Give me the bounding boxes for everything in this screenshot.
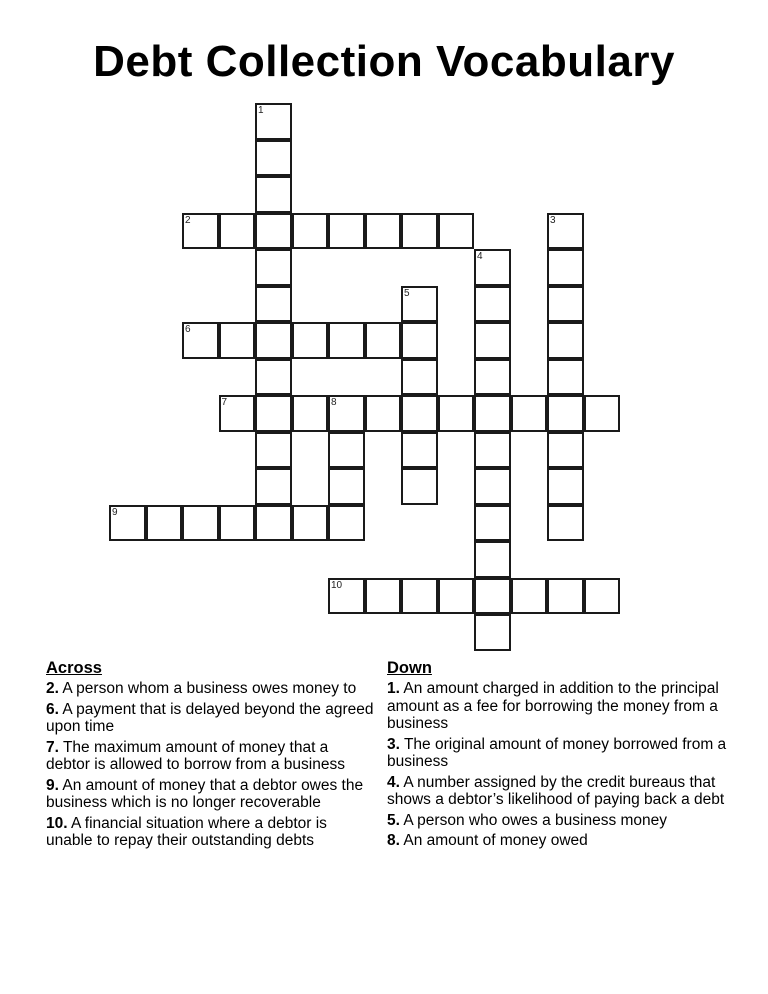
grid-cell[interactable] <box>474 249 511 286</box>
grid-cell[interactable] <box>328 395 365 432</box>
grid-cell[interactable] <box>219 322 256 359</box>
clue-number: 7 <box>221 397 228 408</box>
grid-cell[interactable] <box>584 578 621 615</box>
grid-cell[interactable] <box>255 432 292 469</box>
grid-cell[interactable] <box>255 468 292 505</box>
grid-cell[interactable] <box>328 322 365 359</box>
clue-across-6: 6. A payment that is delayed beyond the agreed upon time <box>46 700 374 735</box>
grid-cell[interactable] <box>547 359 584 396</box>
grid-cell[interactable] <box>401 322 438 359</box>
grid-cell[interactable] <box>365 213 402 250</box>
grid-cell[interactable] <box>401 286 438 323</box>
grid-cell[interactable] <box>219 505 256 542</box>
grid-cell[interactable] <box>401 395 438 432</box>
grid-cell[interactable] <box>328 213 365 250</box>
grid-cell[interactable] <box>547 395 584 432</box>
clue-number: 8 <box>331 397 337 408</box>
grid-cell[interactable] <box>584 395 621 432</box>
grid-cell[interactable] <box>547 286 584 323</box>
across-heading: Across <box>46 659 102 677</box>
grid-cell[interactable] <box>401 359 438 396</box>
grid-cell[interactable] <box>547 468 584 505</box>
clue-across-9: 9. An amount of money that a debtor owes the business which is no longer recoverable <box>46 776 364 811</box>
grid-cell[interactable] <box>292 505 329 542</box>
grid-cell[interactable] <box>219 395 256 432</box>
grid-cell[interactable] <box>401 468 438 505</box>
grid-cell[interactable] <box>474 286 511 323</box>
grid-cell[interactable] <box>547 249 584 286</box>
grid-cell[interactable] <box>292 213 329 250</box>
grid-cell[interactable] <box>292 395 329 432</box>
clue-across-7: 7. The maximum amount of money that a debtor is allowed to borrow from a business <box>46 738 345 773</box>
grid-cell[interactable] <box>511 578 548 615</box>
grid-cell[interactable] <box>547 322 584 359</box>
grid-cell[interactable] <box>255 213 292 250</box>
clue-number: 4 <box>477 251 483 262</box>
clue-down-1: 1. An amount charged in addition to the principal amount as a fee for borrowing the money from a business <box>387 680 719 732</box>
grid-cell[interactable] <box>109 505 146 542</box>
grid-cell[interactable] <box>511 395 548 432</box>
grid-cell[interactable] <box>474 614 511 651</box>
clue-number: 6 <box>185 324 191 335</box>
grid-cell[interactable] <box>401 213 438 250</box>
grid-cell[interactable] <box>255 359 292 396</box>
grid-cell[interactable] <box>438 213 475 250</box>
grid-cell[interactable] <box>401 578 438 615</box>
grid-cell[interactable] <box>401 432 438 469</box>
grid-cell[interactable] <box>474 505 511 542</box>
grid-cell[interactable] <box>547 432 584 469</box>
clue-down-4: 4. A number assigned by the credit bureaus that shows a debtor’s likelihood of paying back a debt <box>387 773 725 808</box>
across-clues <box>46 658 376 853</box>
clue-down-8: 8. An amount of money owed <box>387 832 588 849</box>
grid-cell[interactable] <box>328 578 365 615</box>
grid-cell[interactable] <box>328 505 365 542</box>
clue-across-10: 10. A financial situation where a debtor is unable to repay their outstanding debts <box>46 814 327 849</box>
clue-down-3: 3. The original amount of money borrowed from a business <box>387 735 727 770</box>
grid-cell[interactable] <box>438 395 475 432</box>
grid-cell[interactable] <box>474 395 511 432</box>
grid-cell[interactable] <box>474 322 511 359</box>
grid-cell[interactable] <box>547 578 584 615</box>
grid-cell[interactable] <box>255 505 292 542</box>
clue-across-2: 2. A person whom a business owes money to <box>46 680 357 697</box>
clue-down-5: 5. A person who owes a business money <box>387 811 668 829</box>
grid-cell[interactable] <box>255 322 292 359</box>
grid-cell[interactable] <box>474 468 511 505</box>
clue-number: 9 <box>112 506 118 518</box>
clue-number: 10 <box>331 579 343 591</box>
grid-cell[interactable] <box>365 322 402 359</box>
page-title: Debt Collection Vocabulary <box>93 37 675 86</box>
clue-number: 3 <box>550 214 556 226</box>
grid-cell[interactable] <box>255 395 292 432</box>
grid-cell[interactable] <box>255 286 292 323</box>
grid-cell[interactable] <box>292 322 329 359</box>
grid-cell[interactable] <box>438 578 475 615</box>
grid-cell[interactable] <box>547 213 584 250</box>
grid-cell[interactable] <box>182 505 219 542</box>
grid-cell[interactable] <box>328 432 365 469</box>
clue-number: 1 <box>258 105 264 116</box>
grid-cell[interactable] <box>474 541 511 578</box>
grid-cell[interactable] <box>146 505 183 542</box>
grid-cell[interactable] <box>255 103 292 140</box>
grid-cell[interactable] <box>255 140 292 177</box>
clue-number: 2 <box>185 214 191 226</box>
grid-cell[interactable] <box>219 213 256 250</box>
grid-cell[interactable] <box>474 432 511 469</box>
grid-cell[interactable] <box>255 249 292 286</box>
clue-number: 5 <box>404 287 410 299</box>
grid-cell[interactable] <box>474 359 511 396</box>
down-clues <box>387 658 727 853</box>
grid-cell[interactable] <box>182 322 219 359</box>
grid-cell[interactable] <box>182 213 219 250</box>
grid-cell[interactable] <box>547 505 584 542</box>
grid-cell[interactable] <box>365 578 402 615</box>
grid-cell[interactable] <box>328 468 365 505</box>
grid-cell[interactable] <box>255 176 292 213</box>
down-heading: Down <box>387 659 432 677</box>
grid-cell[interactable] <box>474 578 511 615</box>
grid-cell[interactable] <box>365 395 402 432</box>
